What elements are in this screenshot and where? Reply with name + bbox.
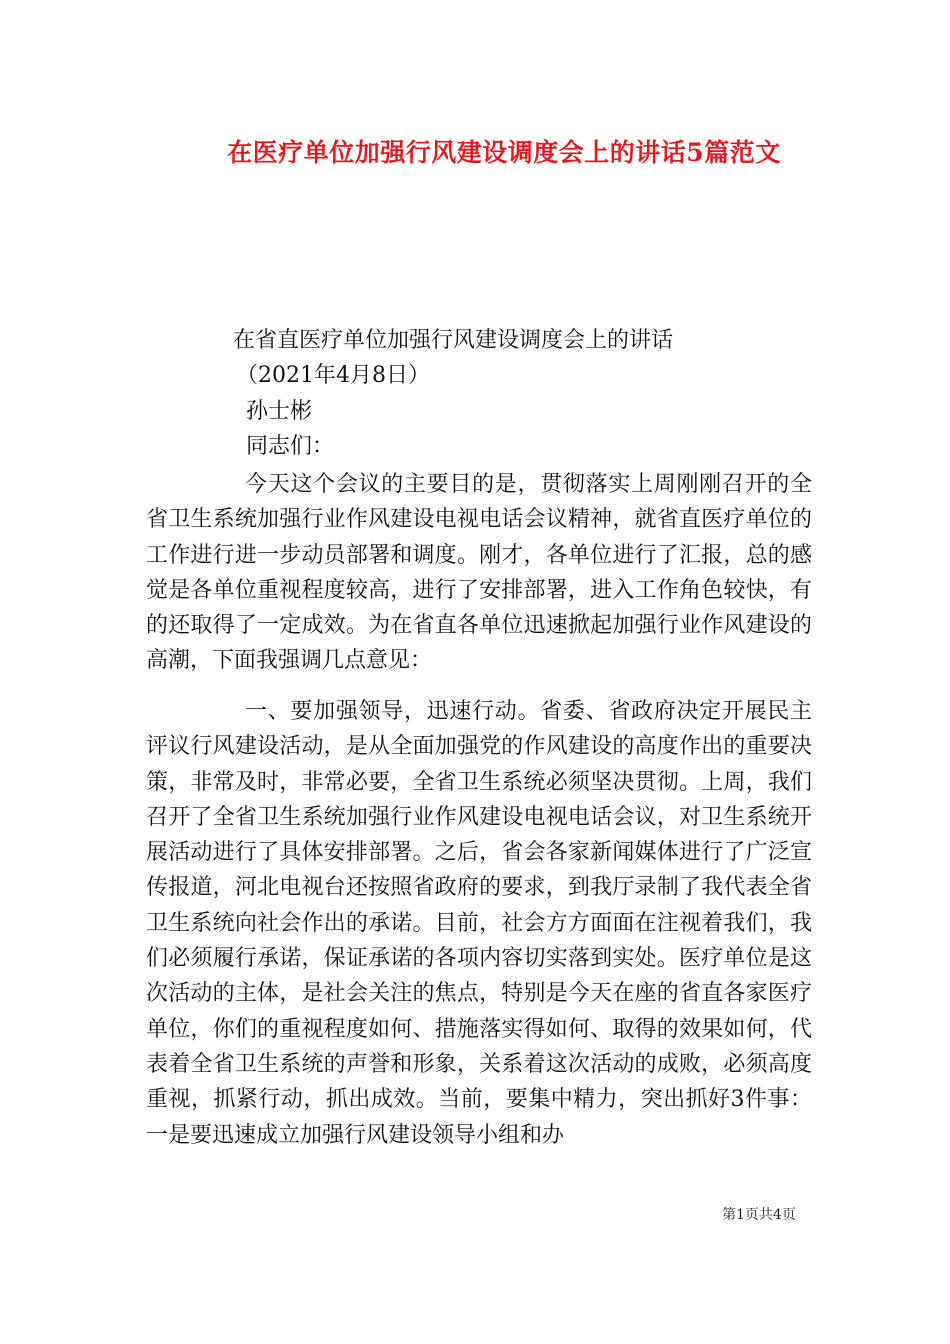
body-paragraph: 一、要加强领导，迅速行动。省委、省政府决定开展民主评议行风建设活动，是从全面加强党的作风建设的高度作出的重要决策，非常及时，非常必要，全省卫生系统必须坚决贯彻。上周，我们召开了全省卫生系统加强行业作风建设电视电话会议，对卫生系统开展活动进行了具体安排部署。之后，省会各家新闻媒体进行了广泛宣传报道，河北电视台还按照省政府的要求，到我厅录制了我代表全省卫生系统向社会作出的承诺。目前，社会方方面面在注视着我们，我们必须履行承诺，保证承诺的各项内容切实落到实处。医疗单位是这次活动的主体，是社会关注的焦点，特别是今天在座的省直各家医疗单位，你们的重视程度如何、措施落实得如何、取得的效果如何，代表着全省卫生系统的声誉和形象，关系着这次活动的成败，必须高度重视，抓紧行动，抓出成效。当前，要集中精力，突出抓好3件事：一是要迅速成立加强行风建设领导小组和办 (146, 699, 812, 1148)
page-number: 第1页共4页 (722, 1207, 796, 1223)
speech-heading: 在省直医疗单位加强行风建设调度会上的讲话 (233, 328, 674, 353)
salutation: 同志们： (246, 434, 335, 459)
body-paragraph: 今天这个会议的主要目的是，贯彻落实上周刚刚召开的全省卫生系统加强行业作风建设电视电话会议精神，就省直医疗单位的工作进行进一步动员部署和调度。刚才，各单位进行了汇报，总的感觉是各单位重视程度较高，进行了安排部署，进入工作角色较快，有的还取得了一定成效。为在省直各单位迅速掀起加强行业作风建设的高潮，下面我强调几点意见： (146, 472, 812, 674)
speech-date: （2021年4月8日） (236, 363, 430, 388)
document-title: 在医疗单位加强行风建设调度会上的讲话5篇范文 (227, 138, 781, 167)
speech-author: 孙士彬 (246, 399, 313, 424)
